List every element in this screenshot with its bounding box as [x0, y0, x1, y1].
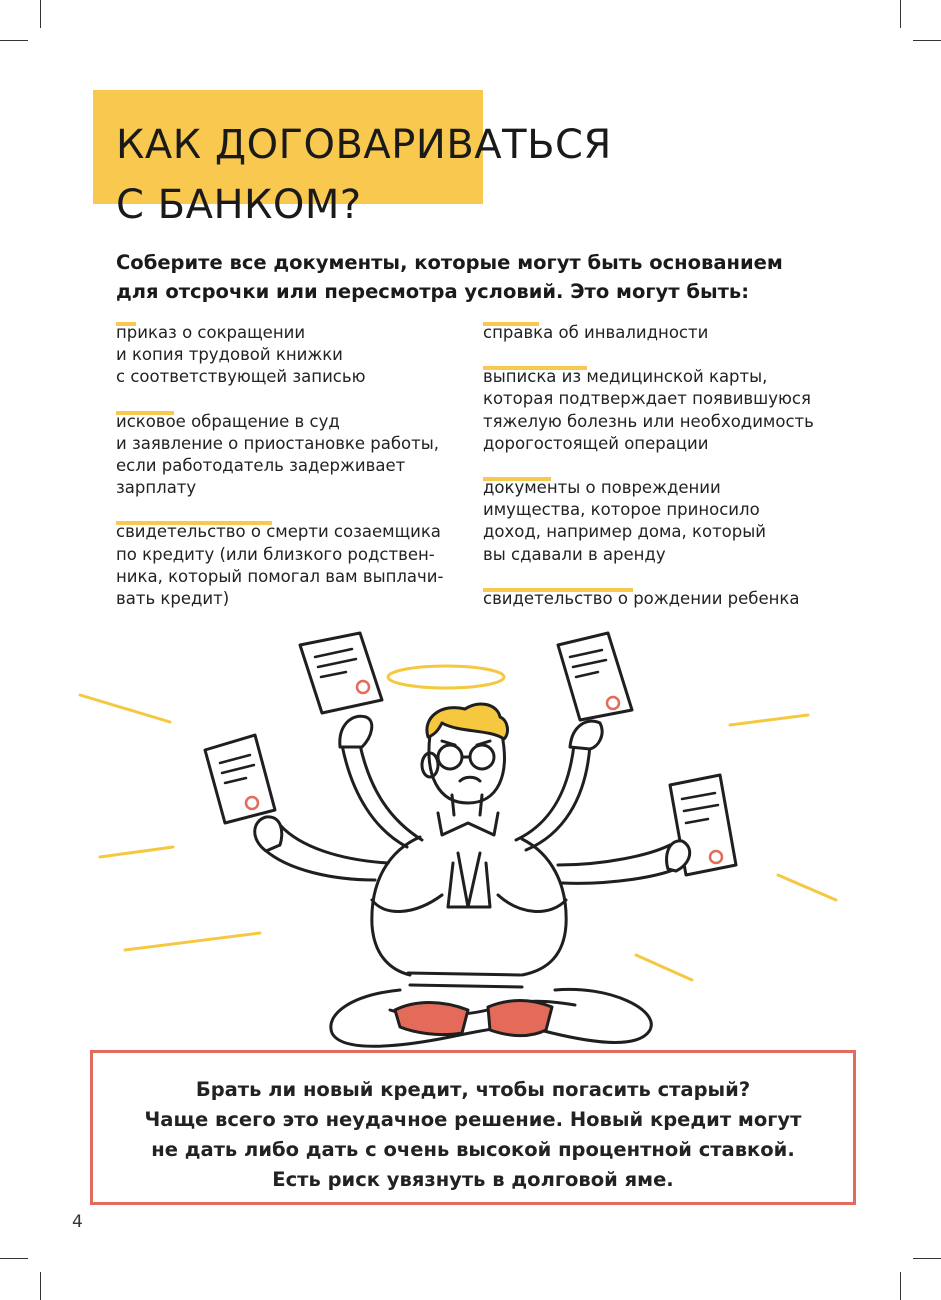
crop-mark — [0, 40, 28, 41]
document-line: имущества, которое приносило — [483, 500, 760, 520]
halo-icon — [388, 666, 504, 688]
page-title — [116, 115, 612, 235]
document-line: с соответствующей записью — [116, 367, 366, 387]
document-item — [483, 366, 843, 455]
document-item — [483, 588, 843, 610]
callout-line-1: Брать ли новый кредит, чтобы погасить старый? — [195, 1078, 751, 1101]
document-line: если работодатель задерживает — [116, 456, 406, 476]
callout-line-2: Чаще всего это неудачное решение. Новый кредит могут — [144, 1108, 802, 1131]
document-line: свидетельство о рождении ребенка — [483, 588, 800, 608]
document-line: тяжелую болезнь или необходимость — [483, 411, 814, 431]
document-line: дорогостоящей операции — [483, 433, 709, 453]
document-line: и заявление о приостановке работы, — [116, 433, 440, 453]
callout-line-4: Есть риск увязнуть в долговой яме. — [272, 1168, 674, 1191]
document-line: приказ о сокращении — [116, 323, 306, 342]
document-line: справка об инвалидности — [483, 323, 709, 342]
crop-mark — [913, 1258, 941, 1259]
document-line: зарплату — [116, 478, 197, 498]
documents-list-right — [483, 322, 843, 632]
documents-list-left — [116, 322, 466, 632]
intro-line-2: для отсрочки или пересмотра условий. Это могут быть: — [116, 280, 750, 303]
callout-text — [93, 1053, 853, 1195]
document-line: которая подтверждает появившуюся — [483, 389, 811, 409]
document-line: документы о повреждении — [483, 478, 721, 498]
crop-mark — [0, 1258, 28, 1259]
document-item — [483, 322, 843, 344]
document-line: ника, который помогал вам выплачи- — [116, 566, 444, 586]
crop-mark — [40, 0, 41, 28]
intro-line-1: Соберите все документы, которые могут быть основанием — [116, 251, 783, 274]
page-title-line-2: С БАНКОМ? — [116, 182, 362, 228]
document-line: свидетельство о смерти созаемщика — [116, 522, 441, 542]
callout-line-3: не дать либо дать с очень высокой процентной ставкой. — [151, 1138, 795, 1161]
document-line: по кредиту (или близкого родствен- — [116, 544, 435, 564]
document-item — [116, 322, 466, 389]
page-title-line-1: КАК ДОГОВАРИВАТЬСЯ — [116, 122, 612, 168]
page-number: 4 — [72, 1212, 83, 1232]
document-line: вы сдавали в аренду — [483, 544, 666, 564]
document-item — [116, 521, 466, 610]
crop-mark — [900, 1272, 901, 1300]
document-item — [483, 477, 843, 566]
intro-text — [116, 248, 783, 306]
callout-box — [90, 1050, 856, 1205]
document-item — [116, 411, 466, 500]
document-line: и копия трудовой книжки — [116, 345, 343, 365]
document-line: выписка из медицинской карты, — [483, 367, 768, 387]
stressed-man-holding-documents-illustration — [70, 625, 850, 1065]
document-line: исковое обращение в суд — [116, 411, 340, 431]
document-line: вать кредит) — [116, 589, 230, 609]
document-line: доход, например дома, который — [483, 522, 767, 542]
crop-mark — [900, 0, 901, 28]
crop-mark — [40, 1272, 41, 1300]
crop-mark — [913, 40, 941, 41]
